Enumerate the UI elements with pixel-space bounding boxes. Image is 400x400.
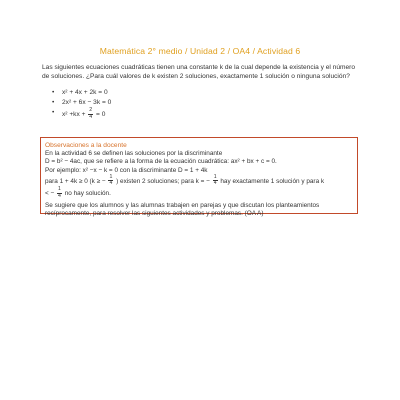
notes-line: En la actividad 6 se definen las soluciones por la discriminante <box>45 150 223 158</box>
notes-line <box>45 175 353 187</box>
fraction-denominator: 4 <box>213 180 217 187</box>
fraction <box>108 175 113 187</box>
equation-item <box>52 88 252 98</box>
equation-text: x² +kx + <box>62 110 86 118</box>
notes-text: para 1 + 4k ≥ 0 (k ≥ − <box>45 177 106 185</box>
fraction <box>213 175 218 187</box>
equation-list <box>52 88 252 118</box>
notes-paragraph: Se sugiere que los alumnos y las alumnas trabajen en parejas y que discutan los planteamientos recíprocamente, para resolver las siguientes actividades y problemas. (OA A) <box>45 202 320 218</box>
bullet-icon: • <box>52 109 55 116</box>
page-title: Matemática 2° medio / Unidad 2 / OA4 / Actividad 6 <box>99 46 301 56</box>
teacher-notes-box <box>40 137 358 218</box>
teacher-notes-title: Observaciones a la docente <box>45 142 127 149</box>
bullet-icon: • <box>52 99 55 106</box>
notes-text: < − <box>45 189 55 197</box>
fraction-denominator: 4 <box>109 180 113 187</box>
fraction-numerator: 2 <box>89 107 93 113</box>
equation-item <box>52 108 252 118</box>
notes-line: D = b² − 4ac, que se refiere a la forma de la ecuación cuadrática: ax² + bx + c = 0. <box>45 158 277 166</box>
bullet-icon: • <box>52 89 55 96</box>
notes-line: Por ejemplo: x² −x − k = 0 con la discriminante D = 1 + 4k <box>45 166 208 174</box>
equation-text: = 0 <box>96 110 106 118</box>
fraction <box>57 187 62 199</box>
fraction-denominator: 4 <box>89 113 93 120</box>
fraction-denominator: 4 <box>58 192 61 199</box>
notes-text: no hay solución. <box>64 189 111 197</box>
notes-line <box>45 187 353 199</box>
equation-text: x² + 4x + 2k = 0 <box>62 89 108 96</box>
activity-intro: Las siguientes ecuaciones cuadráticas tienen una constante k de la cual depende la existencia y el número de soluciones. ¿Para cuál valores de k existen 2 soluciones, exactamente 1 solución o ninguna solución? <box>42 64 356 80</box>
fraction-numerator: 1 <box>109 173 113 180</box>
fraction-numerator: 1 <box>213 173 217 180</box>
fraction <box>88 108 93 120</box>
notes-text: ) existen 2 soluciones; para k = − <box>116 177 210 185</box>
equation-item <box>52 98 252 108</box>
fraction-numerator: 1 <box>58 186 61 192</box>
equation-text: 2x² + 6x − 3k = 0 <box>62 99 112 106</box>
notes-text: hay exactamente 1 solución y para k <box>220 177 325 185</box>
